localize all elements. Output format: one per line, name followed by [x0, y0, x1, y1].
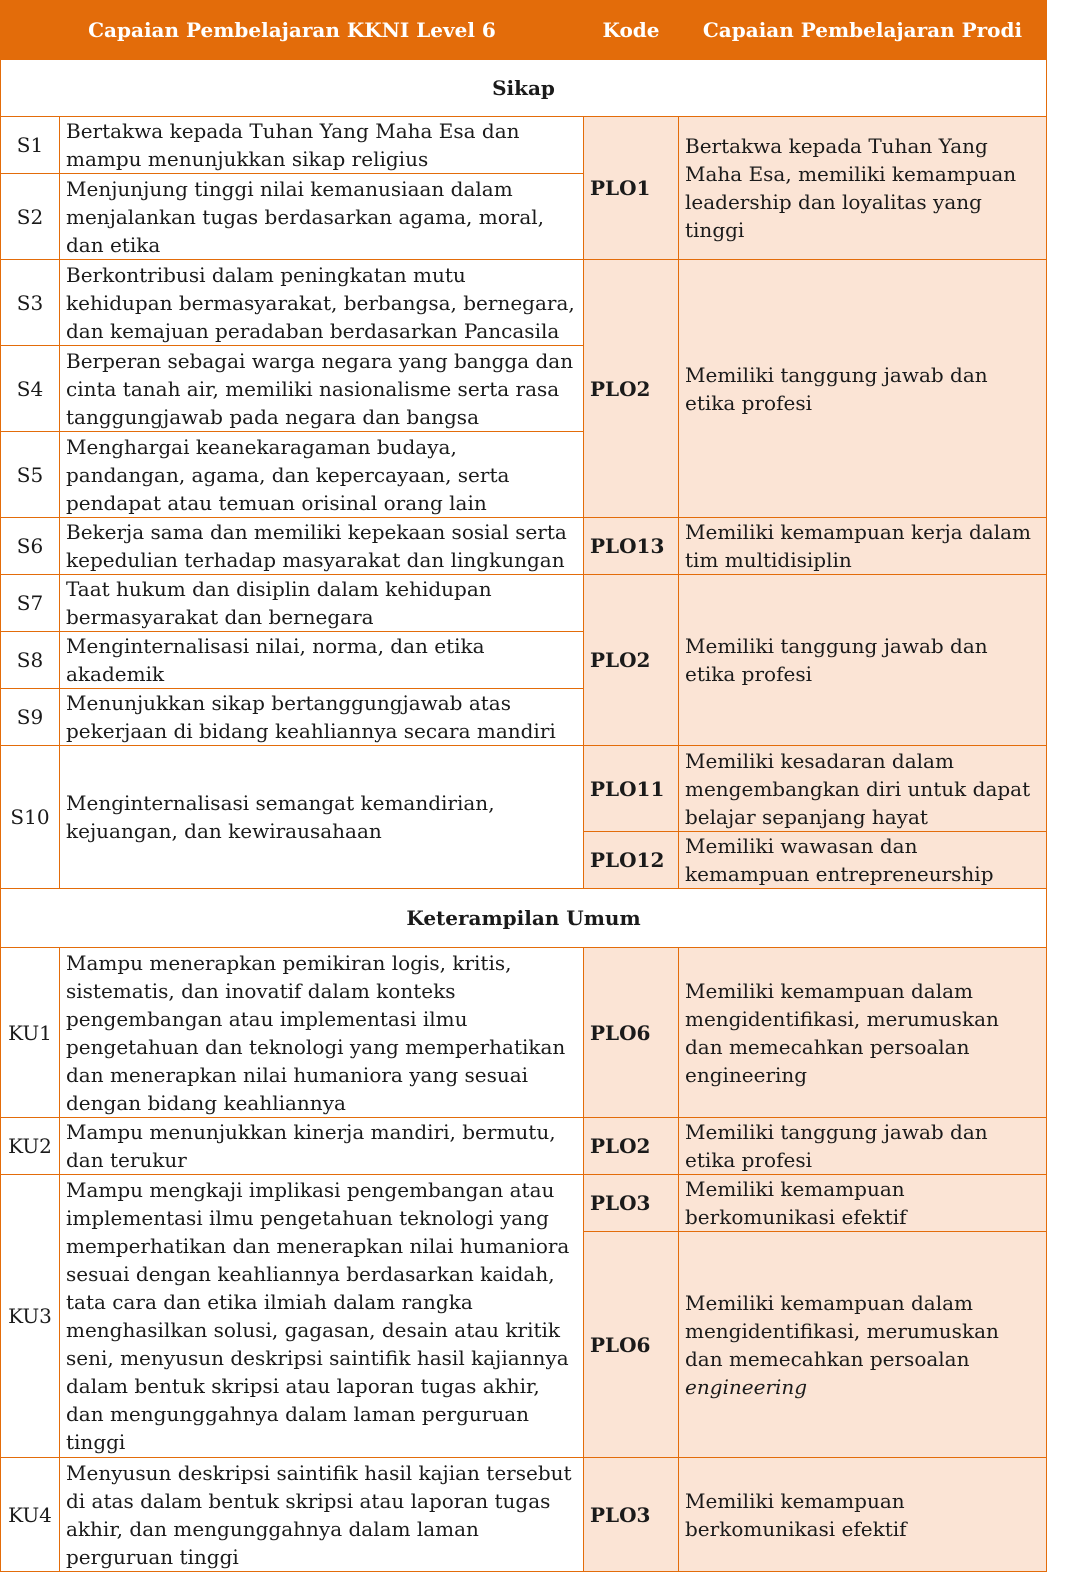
row-description: Mampu menunjukkan kinerja mandiri, bermutu, dan terukur [60, 1118, 584, 1175]
row-description: Menyusun deskripsi saintifik hasil kajian tersebut di atas dalam bentuk skripsi atau laporan tugas akhir, dan mengunggahnya dalam laman perguruan tinggi [60, 1458, 584, 1572]
row-description: Taat hukum dan disiplin dalam kehidupan bermasyarakat dan bernegara [60, 575, 584, 632]
plo-description: Memiliki kemampuan kerja dalam tim multidisiplin [679, 518, 1047, 575]
plo-description: Memiliki tanggung jawab dan etika profesi [679, 1118, 1047, 1175]
row-id: KU1 [1, 948, 60, 1118]
section-row-keterampilan-umum [1, 889, 1047, 948]
plo-code: PLO1 [584, 117, 679, 260]
table-row [1, 575, 1047, 632]
row-id: S10 [1, 746, 60, 889]
header-prodi: Capaian Pembelajaran Prodi [679, 1, 1047, 60]
plo-code: PLO3 [584, 1458, 679, 1572]
plo-description: Memiliki kemampuan berkomunikasi efektif [679, 1175, 1047, 1232]
section-title-keterampilan-umum: Keterampilan Umum [1, 889, 1047, 948]
plo-description-italic: engineering [685, 1374, 808, 1399]
plo-code: PLO2 [584, 260, 679, 518]
plo-description: Memiliki kemampuan berkomunikasi efektif [679, 1458, 1047, 1572]
plo-code: PLO6 [584, 948, 679, 1118]
row-description: Bertakwa kepada Tuhan Yang Maha Esa dan mampu menunjukkan sikap religius [60, 117, 584, 174]
plo-code: PLO12 [584, 832, 679, 889]
row-id: S9 [1, 689, 60, 746]
plo-description: Bertakwa kepada Tuhan Yang Maha Esa, memiliki kemampuan leadership dan loyalitas yang tinggi [679, 117, 1047, 260]
row-id: KU4 [1, 1458, 60, 1572]
row-description: Mampu menerapkan pemikiran logis, kritis, sistematis, dan inovatif dalam konteks pengembangan atau implementasi ilmu pengetahuan dan teknologi yang memperhatikan dan menerapkan nilai humaniora yang sesuai dengan bidang keahliannya [60, 948, 584, 1118]
table-row [1, 746, 1047, 832]
table-row [1, 117, 1047, 174]
row-id: S2 [1, 174, 60, 260]
row-description: Bekerja sama dan memiliki kepekaan sosial serta kepedulian terhadap masyarakat dan lingkungan [60, 518, 584, 575]
row-id: S6 [1, 518, 60, 575]
plo-description: Memiliki tanggung jawab dan etika profesi [679, 260, 1047, 518]
row-description: Menjunjung tinggi nilai kemanusiaan dalam menjalankan tugas berdasarkan agama, moral, dan etika [60, 174, 584, 260]
plo-code: PLO13 [584, 518, 679, 575]
table-header-row [1, 1, 1047, 60]
plo-code: PLO11 [584, 746, 679, 832]
plo-code: PLO2 [584, 575, 679, 746]
row-id: S3 [1, 260, 60, 346]
section-title-sikap: Sikap [1, 60, 1047, 117]
row-id: KU2 [1, 1118, 60, 1175]
header-kkni: Capaian Pembelajaran KKNI Level 6 [1, 1, 584, 60]
plo-code: PLO2 [584, 1118, 679, 1175]
plo-code: PLO6 [584, 1232, 679, 1458]
row-id: S8 [1, 632, 60, 689]
table-row [1, 260, 1047, 346]
row-id: S4 [1, 346, 60, 432]
row-description: Menginternalisasi nilai, norma, dan etika akademik [60, 632, 584, 689]
row-description: Mampu mengkaji implikasi pengembangan atau implementasi ilmu pengetahuan teknologi yang memperhatikan dan menerapkan nilai humaniora sesuai dengan keahliannya berdasarkan kaidah, tata cara dan etika ilmiah dalam rangka menghasilkan solusi, gagasan, desain atau kritik seni, menyusun deskripsi saintifik hasil kajiannya dalam bentuk skripsi atau laporan tugas akhir, dan mengunggahnya dalam laman perguruan tinggi [60, 1175, 584, 1458]
plo-description: Memiliki kesadaran dalam mengembangkan diri untuk dapat belajar sepanjang hayat [679, 746, 1047, 832]
row-description: Menunjukkan sikap bertanggungjawab atas pekerjaan di bidang keahliannya secara mandiri [60, 689, 584, 746]
section-row-sikap [1, 60, 1047, 117]
table-row [1, 1458, 1047, 1572]
plo-description [679, 1232, 1047, 1458]
row-description: Menginternalisasi semangat kemandirian, kejuangan, dan kewirausahaan [60, 746, 584, 889]
table-row [1, 518, 1047, 575]
plo-description: Memiliki kemampuan dalam mengidentifikasi, merumuskan dan memecahkan persoalan engineering [679, 948, 1047, 1118]
table-row [1, 1118, 1047, 1175]
row-id: KU3 [1, 1175, 60, 1458]
table-row [1, 1175, 1047, 1232]
plo-description: Memiliki tanggung jawab dan etika profesi [679, 575, 1047, 746]
row-id: S1 [1, 117, 60, 174]
plo-description: Memiliki wawasan dan kemampuan entrepreneurship [679, 832, 1047, 889]
row-description: Berkontribusi dalam peningkatan mutu kehidupan bermasyarakat, berbangsa, bernegara, dan kemajuan peradaban berdasarkan Pancasila [60, 260, 584, 346]
table-row [1, 948, 1047, 1118]
row-id: S5 [1, 432, 60, 518]
plo-description-text: Memiliki kemampuan dalam mengidentifikasi, merumuskan dan memecahkan persoalan [685, 1290, 999, 1371]
row-description: Menghargai keanekaragaman budaya, pandangan, agama, dan kepercayaan, serta pendapat atau temuan orisinal orang lain [60, 432, 584, 518]
row-id: S7 [1, 575, 60, 632]
row-description: Berperan sebagai warga negara yang bangga dan cinta tanah air, memiliki nasionalisme serta rasa tanggungjawab pada negara dan bangsa [60, 346, 584, 432]
header-kode: Kode [584, 1, 679, 60]
plo-code: PLO3 [584, 1175, 679, 1232]
